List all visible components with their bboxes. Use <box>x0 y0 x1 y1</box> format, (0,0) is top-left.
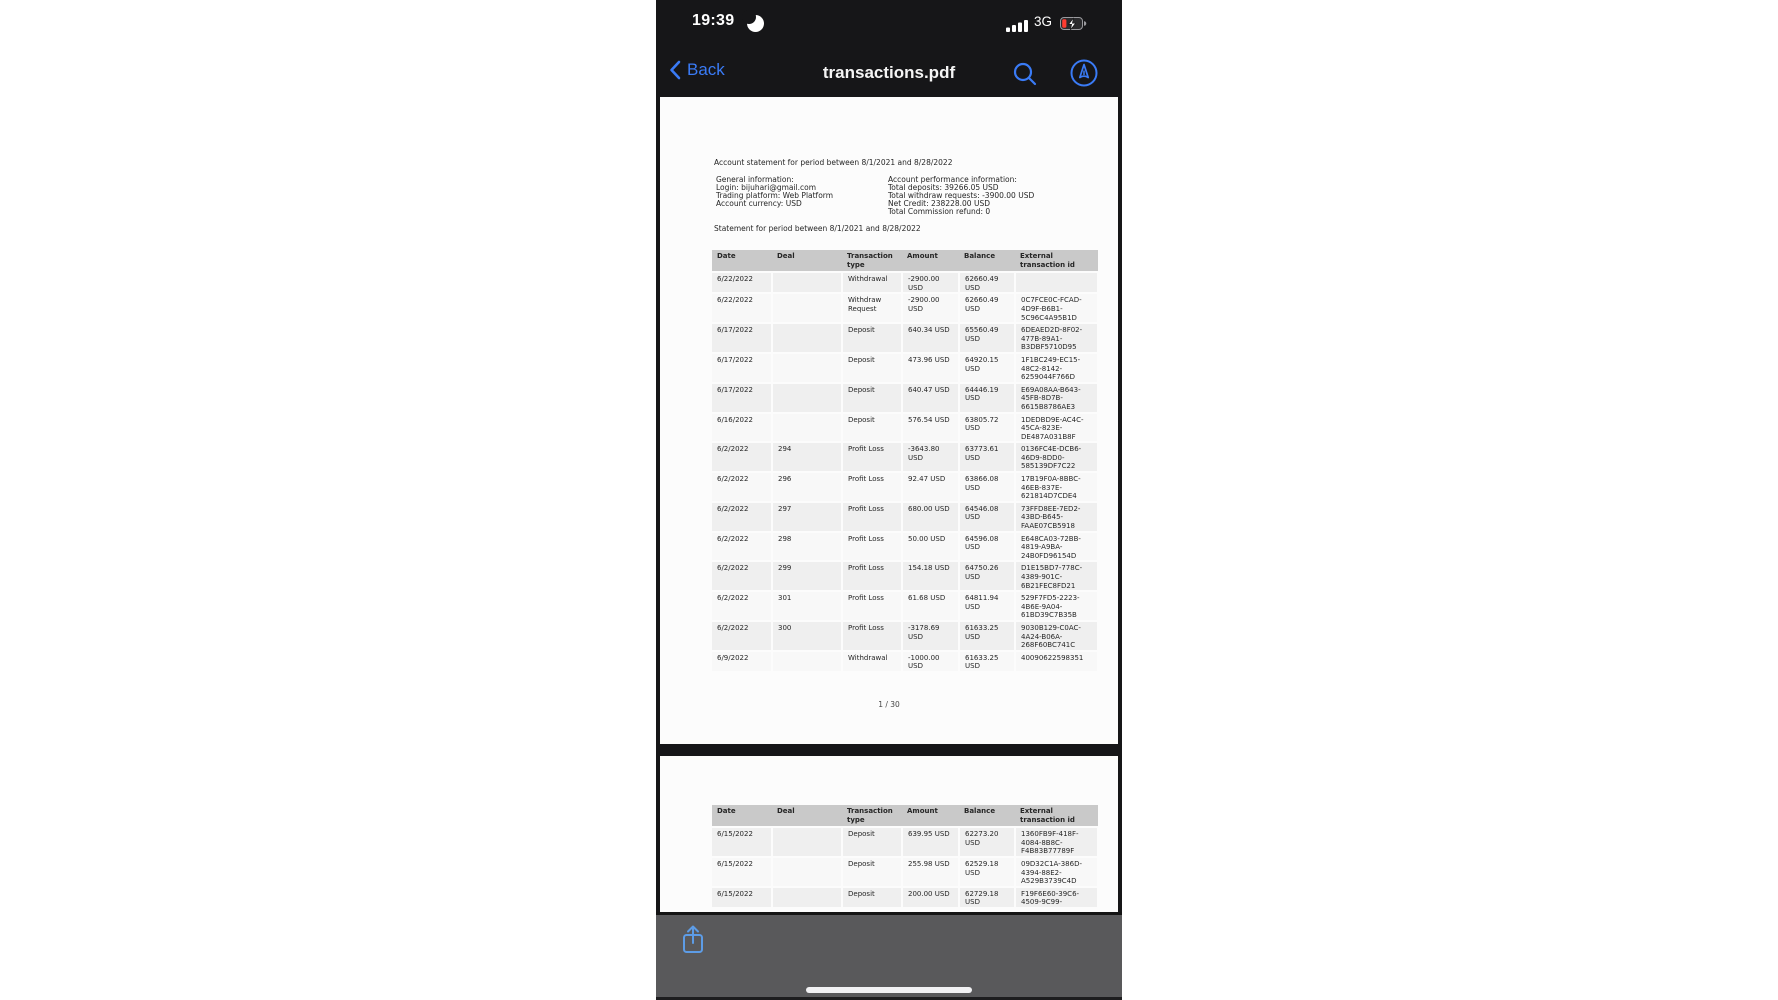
transaction-cell: 64920.15 USD <box>959 353 1015 383</box>
transaction-cell: 65560.49 USD <box>959 323 1015 353</box>
transaction-cell: 529F7FD5-2223-4B6E-9A04-61BD39C7B35B <box>1015 591 1098 621</box>
performance-info-block <box>888 176 1034 216</box>
transaction-cell: 61633.25 USD <box>959 621 1015 651</box>
transaction-cell <box>772 413 842 443</box>
transaction-cell: Deposit <box>842 353 902 383</box>
transaction-cell: 50.00 USD <box>902 532 959 562</box>
column-header: Date <box>712 805 772 827</box>
general-info-line: Account currency: USD <box>716 199 802 209</box>
transaction-cell: E648CA03-72BB-4819-A9BA-24B0FD96154D <box>1015 532 1098 562</box>
transaction-cell: 61.68 USD <box>902 591 959 621</box>
transaction-cell: 6/2/2022 <box>712 502 772 532</box>
column-header: External transaction id <box>1015 805 1098 827</box>
transaction-row <box>712 651 1098 672</box>
account-statement-heading: Account statement for period between 8/1/2021 and 8/28/2022 <box>714 158 953 167</box>
transaction-cell: 62529.18 USD <box>959 857 1015 887</box>
transaction-row <box>712 591 1098 621</box>
transaction-row <box>712 442 1098 472</box>
transaction-cell: 62660.49 USD <box>959 293 1015 323</box>
transaction-cell <box>772 293 842 323</box>
transaction-cell: 680.00 USD <box>902 502 959 532</box>
transaction-cell: -2900.00 USD <box>902 272 959 293</box>
transaction-cell: 6/15/2022 <box>712 827 772 857</box>
transaction-row <box>712 827 1098 857</box>
transaction-cell: 92.47 USD <box>902 472 959 502</box>
column-header: Deal <box>772 250 842 272</box>
transaction-cell: 640.47 USD <box>902 383 959 413</box>
statement-period-line: Statement for period between 8/1/2021 and 8/28/2022 <box>714 224 921 233</box>
transaction-cell: 297 <box>772 502 842 532</box>
transaction-cell: 64596.08 USD <box>959 532 1015 562</box>
transaction-row <box>712 857 1098 887</box>
transaction-cell: 6/16/2022 <box>712 413 772 443</box>
transaction-cell: 576.54 USD <box>902 413 959 443</box>
transaction-cell: 296 <box>772 472 842 502</box>
transaction-cell: Deposit <box>842 323 902 353</box>
transaction-row <box>712 561 1098 591</box>
transaction-cell: 6/2/2022 <box>712 472 772 502</box>
transaction-cell: 1360FB9F-418F-4084-8B8C-F4B83B77789F <box>1015 827 1098 857</box>
transaction-cell <box>772 272 842 293</box>
transaction-cell: 6/2/2022 <box>712 532 772 562</box>
transaction-row <box>712 413 1098 443</box>
transaction-cell <box>772 887 842 908</box>
transaction-cell: Profit Loss <box>842 621 902 651</box>
column-header: Date <box>712 250 772 272</box>
cellular-signal-icon <box>1006 19 1030 32</box>
transaction-cell: 6/22/2022 <box>712 293 772 323</box>
transaction-cell: 6/22/2022 <box>712 272 772 293</box>
transaction-cell: Profit Loss <box>842 442 902 472</box>
transaction-cell: 154.18 USD <box>902 561 959 591</box>
transaction-cell <box>772 651 842 672</box>
transaction-cell: Profit Loss <box>842 472 902 502</box>
transaction-cell: Deposit <box>842 857 902 887</box>
pdf-page-2[interactable] <box>660 756 1118 912</box>
transaction-cell: Deposit <box>842 383 902 413</box>
transaction-row <box>712 293 1098 323</box>
transaction-cell: 200.00 USD <box>902 887 959 908</box>
general-info-block <box>716 176 833 208</box>
status-time: 19:39 <box>692 12 735 29</box>
transaction-cell: F19F6E60-39C6-4509-9C99- <box>1015 887 1098 908</box>
transaction-cell: 6/2/2022 <box>712 561 772 591</box>
transaction-cell: 61633.25 USD <box>959 651 1015 672</box>
transaction-cell: 9030B129-C0AC-4A24-B06A-268F60BC741C <box>1015 621 1098 651</box>
transactions-table-page2 <box>712 805 1099 909</box>
performance-info-line: Total withdraw requests: -3900.00 USD <box>888 191 1035 201</box>
pdf-page-1[interactable] <box>660 97 1118 744</box>
transaction-cell: 299 <box>772 561 842 591</box>
transaction-cell: 0C7FCE0C-FCAD-4D9F-B6B1-5C96C4A95B1D <box>1015 293 1098 323</box>
transaction-cell: 62660.49 USD <box>959 272 1015 293</box>
page-number-indicator: 1 / 30 <box>878 700 900 709</box>
transaction-cell: 6/2/2022 <box>712 442 772 472</box>
transaction-cell <box>1015 272 1098 293</box>
transaction-row <box>712 323 1098 353</box>
transaction-cell: 6/17/2022 <box>712 323 772 353</box>
transaction-cell: -3643.80 USD <box>902 442 959 472</box>
transaction-row <box>712 502 1098 532</box>
transaction-cell: Deposit <box>842 827 902 857</box>
transaction-cell: 639.95 USD <box>902 827 959 857</box>
transaction-cell: 63773.61 USD <box>959 442 1015 472</box>
transaction-cell: 473.96 USD <box>902 353 959 383</box>
transaction-cell <box>772 857 842 887</box>
table-header-row <box>712 250 1098 272</box>
transaction-row <box>712 532 1098 562</box>
transaction-cell: 6/9/2022 <box>712 651 772 672</box>
transaction-cell: 1F1BC249-EC15-48C2-8142-6259044F766D <box>1015 353 1098 383</box>
transaction-row <box>712 353 1098 383</box>
status-bar <box>656 0 1122 45</box>
transaction-cell: 40090622598351 <box>1015 651 1098 672</box>
home-indicator[interactable] <box>806 987 972 993</box>
transaction-cell: 64446.19 USD <box>959 383 1015 413</box>
column-header: External transaction id <box>1015 250 1098 272</box>
transaction-cell: Withdrawal <box>842 651 902 672</box>
column-header: Balance <box>959 805 1015 827</box>
transaction-cell: 63866.08 USD <box>959 472 1015 502</box>
transaction-cell: 6/15/2022 <box>712 887 772 908</box>
transaction-cell: 73FFD8EE-7ED2-43BD-B645-FAAE07CB5918 <box>1015 502 1098 532</box>
transaction-cell: 301 <box>772 591 842 621</box>
search-icon[interactable] <box>1012 61 1038 87</box>
transaction-cell: -2900.00 USD <box>902 293 959 323</box>
transaction-cell: D1E15BD7-778C-4389-901C-6B21FEC8FD21 <box>1015 561 1098 591</box>
transaction-cell <box>772 353 842 383</box>
share-icon[interactable] <box>680 924 706 956</box>
transaction-cell: 63805.72 USD <box>959 413 1015 443</box>
transaction-cell: Deposit <box>842 413 902 443</box>
nav-bar <box>656 45 1122 97</box>
transaction-row <box>712 272 1098 293</box>
column-header: Transaction type <box>842 250 902 272</box>
markup-pen-icon[interactable] <box>1069 58 1099 88</box>
do-not-disturb-moon-icon <box>746 14 765 33</box>
transaction-cell: 6/17/2022 <box>712 383 772 413</box>
transaction-cell: 255.98 USD <box>902 857 959 887</box>
network-type-label: 3G <box>1034 14 1053 29</box>
transaction-cell: -1000.00 USD <box>902 651 959 672</box>
transaction-row <box>712 472 1098 502</box>
transaction-cell: 6/15/2022 <box>712 857 772 887</box>
transaction-cell: Profit Loss <box>842 502 902 532</box>
transaction-cell: 6/17/2022 <box>712 353 772 383</box>
transaction-cell: 64811.94 USD <box>959 591 1015 621</box>
transaction-cell: 64750.26 USD <box>959 561 1015 591</box>
transaction-cell: 6/2/2022 <box>712 621 772 651</box>
column-header: Amount <box>902 805 959 827</box>
transaction-cell: 294 <box>772 442 842 472</box>
performance-info-line: Net Credit: 238228.00 USD <box>888 199 990 209</box>
table-header-row <box>712 805 1098 827</box>
phone-screen <box>656 0 1122 1000</box>
transaction-cell: E69A08AA-B643-45FB-8D7B-6615B8786AE3 <box>1015 383 1098 413</box>
battery-charging-icon <box>1060 17 1088 31</box>
column-header: Transaction type <box>842 805 902 827</box>
transaction-row <box>712 383 1098 413</box>
transaction-cell <box>772 323 842 353</box>
transaction-cell: 0136FC4E-DCB6-46D9-8DD0-585139DF7C22 <box>1015 442 1098 472</box>
transaction-cell: 62729.18 USD <box>959 887 1015 908</box>
transaction-cell <box>772 827 842 857</box>
transaction-cell: 1DEDBD9E-AC4C-45CA-823E-DE487A031B8F <box>1015 413 1098 443</box>
document-title: transactions.pdf <box>822 63 956 82</box>
transaction-cell: 298 <box>772 532 842 562</box>
transaction-cell: Withdraw Request <box>842 293 902 323</box>
column-header: Amount <box>902 250 959 272</box>
transaction-cell: 64546.08 USD <box>959 502 1015 532</box>
performance-info-line: Total Commission refund: 0 <box>888 207 991 217</box>
performance-info-heading: Account performance information: <box>888 175 1017 184</box>
transaction-cell: Withdrawal <box>842 272 902 293</box>
performance-info-line: Total deposits: 39266.05 USD <box>888 183 999 193</box>
bottom-toolbar <box>656 912 1122 1000</box>
transaction-cell <box>772 383 842 413</box>
transaction-cell: 09D32C1A-386D-4394-88E2-A529B3739C4D <box>1015 857 1098 887</box>
transaction-cell: 6/2/2022 <box>712 591 772 621</box>
transaction-row <box>712 887 1098 908</box>
column-header: Deal <box>772 805 842 827</box>
transaction-row <box>712 621 1098 651</box>
transaction-cell: 300 <box>772 621 842 651</box>
general-info-heading: General information: <box>716 175 794 184</box>
transaction-cell: Deposit <box>842 887 902 908</box>
transaction-cell: Profit Loss <box>842 561 902 591</box>
general-info-line: Trading platform: Web Platform <box>716 191 834 201</box>
transaction-cell: 640.34 USD <box>902 323 959 353</box>
transactions-table-page1 <box>712 250 1099 673</box>
transaction-cell: Profit Loss <box>842 591 902 621</box>
column-header: Balance <box>959 250 1015 272</box>
general-info-line: Login: bijuhari@gmail.com <box>716 183 817 193</box>
transaction-cell: 62273.20 USD <box>959 827 1015 857</box>
transaction-cell: 17B19F0A-8BBC-46EB-837E-621814D7CDE4 <box>1015 472 1098 502</box>
transaction-cell: Profit Loss <box>842 532 902 562</box>
transaction-cell: 6DEAED2D-8F02-477B-89A1-B3DBF5710D95 <box>1015 323 1098 353</box>
back-label: Back <box>687 60 725 79</box>
transaction-cell: -3178.69 USD <box>902 621 959 651</box>
